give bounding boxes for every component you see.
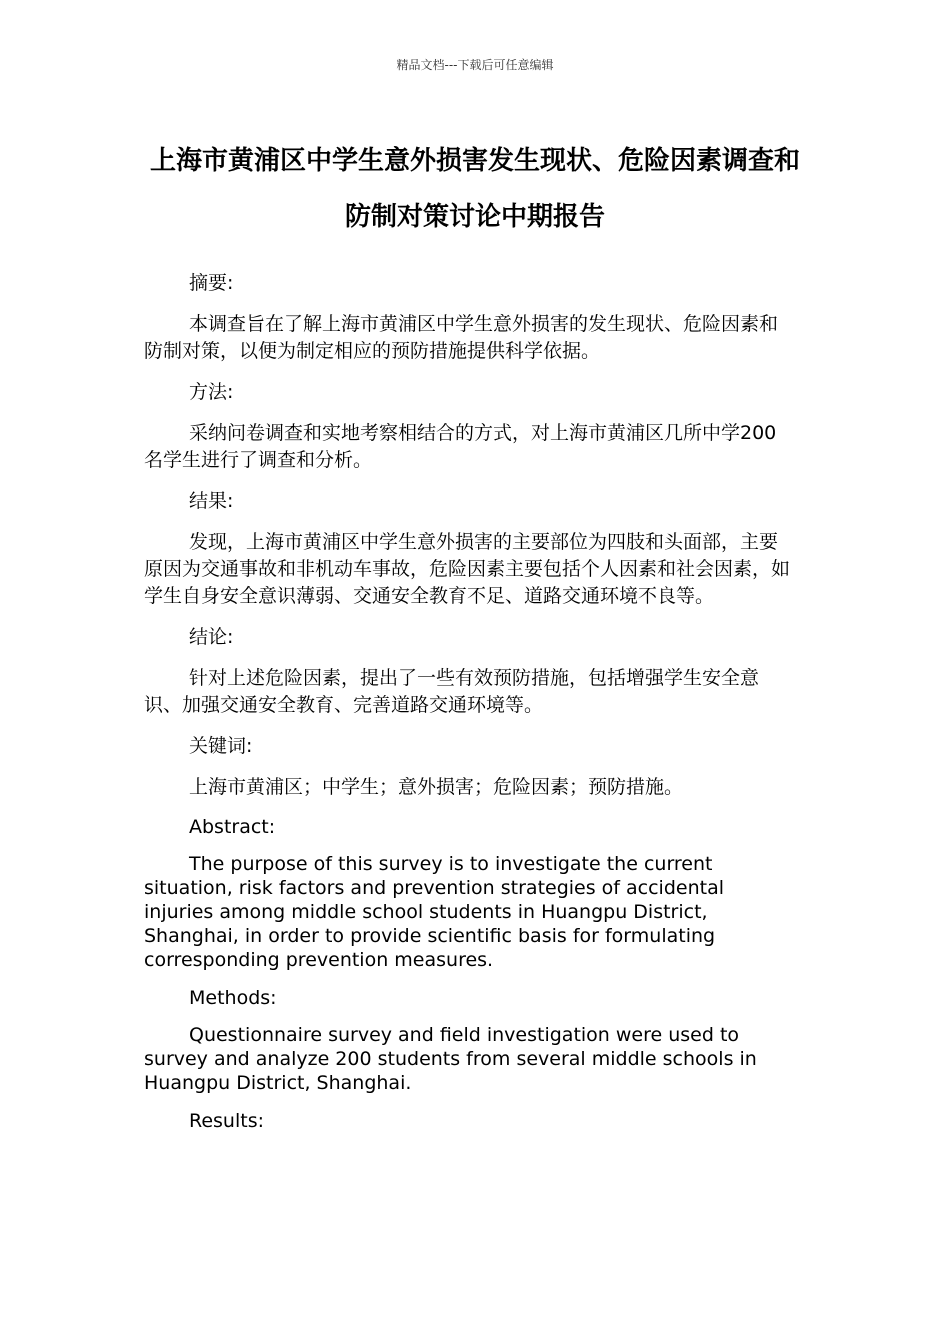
methods-en-body: Questionnaire survey and field investigation were used to survey and analyze 200 students from several middle schools in Huangpu District, Shanghai. <box>144 1024 757 1094</box>
abstract-zh-label: 摘要: <box>189 272 234 294</box>
methods-en-label: Methods: <box>189 987 277 1009</box>
header-watermark: 精品文档---下载后可任意编辑 <box>396 58 554 72</box>
keywords-zh-body: 上海市黄浦区；中学生；意外损害；危险因素；预防措施。 <box>189 776 684 798</box>
conclusion-zh-body: 针对上述危险因素，提出了一些有效预防措施，包括增强学生安全意识、加强交通安全教育、完善道路交通环境等。 <box>144 667 760 716</box>
methods-zh-body: 采纳问卷调查和实地考察相结合的方式，对上海市黄浦区几所中学200名学生进行了调查和分析。 <box>144 422 777 471</box>
results-en-label: Results: <box>189 1110 265 1132</box>
abstract-zh-body: 本调查旨在了解上海市黄浦区中学生意外损害的发生现状、危险因素和防制对策，以便为制定相应的预防措施提供科学依据。 <box>144 313 779 362</box>
results-zh-label: 结果: <box>189 490 234 512</box>
keywords-zh-label: 关键词: <box>189 735 253 757</box>
conclusion-zh-label: 结论: <box>189 626 234 648</box>
methods-zh-label: 方法: <box>189 381 234 403</box>
document-title: 上海市黄浦区中学生意外损害发生现状、危险因素调查和防制对策讨论中期报告 <box>149 146 800 232</box>
results-zh-body: 发现，上海市黄浦区中学生意外损害的主要部位为四肢和头面部，主要原因为交通事故和非机动车事故，危险因素主要包括个人因素和社会因素，如学生自身安全意识薄弱、交通安全教育不足、道路交通环境不良等。 <box>144 531 791 607</box>
abstract-en-label: Abstract: <box>189 816 276 838</box>
document-body <box>144 270 794 1146</box>
abstract-en-body: The purpose of this survey is to investigate the current situation, risk factors and prevention strategies of accidental injuries among middle school students in Huangpu District, Shanghai, in order to provide scientific basis for formulating corresponding prevention measures. <box>144 853 725 971</box>
